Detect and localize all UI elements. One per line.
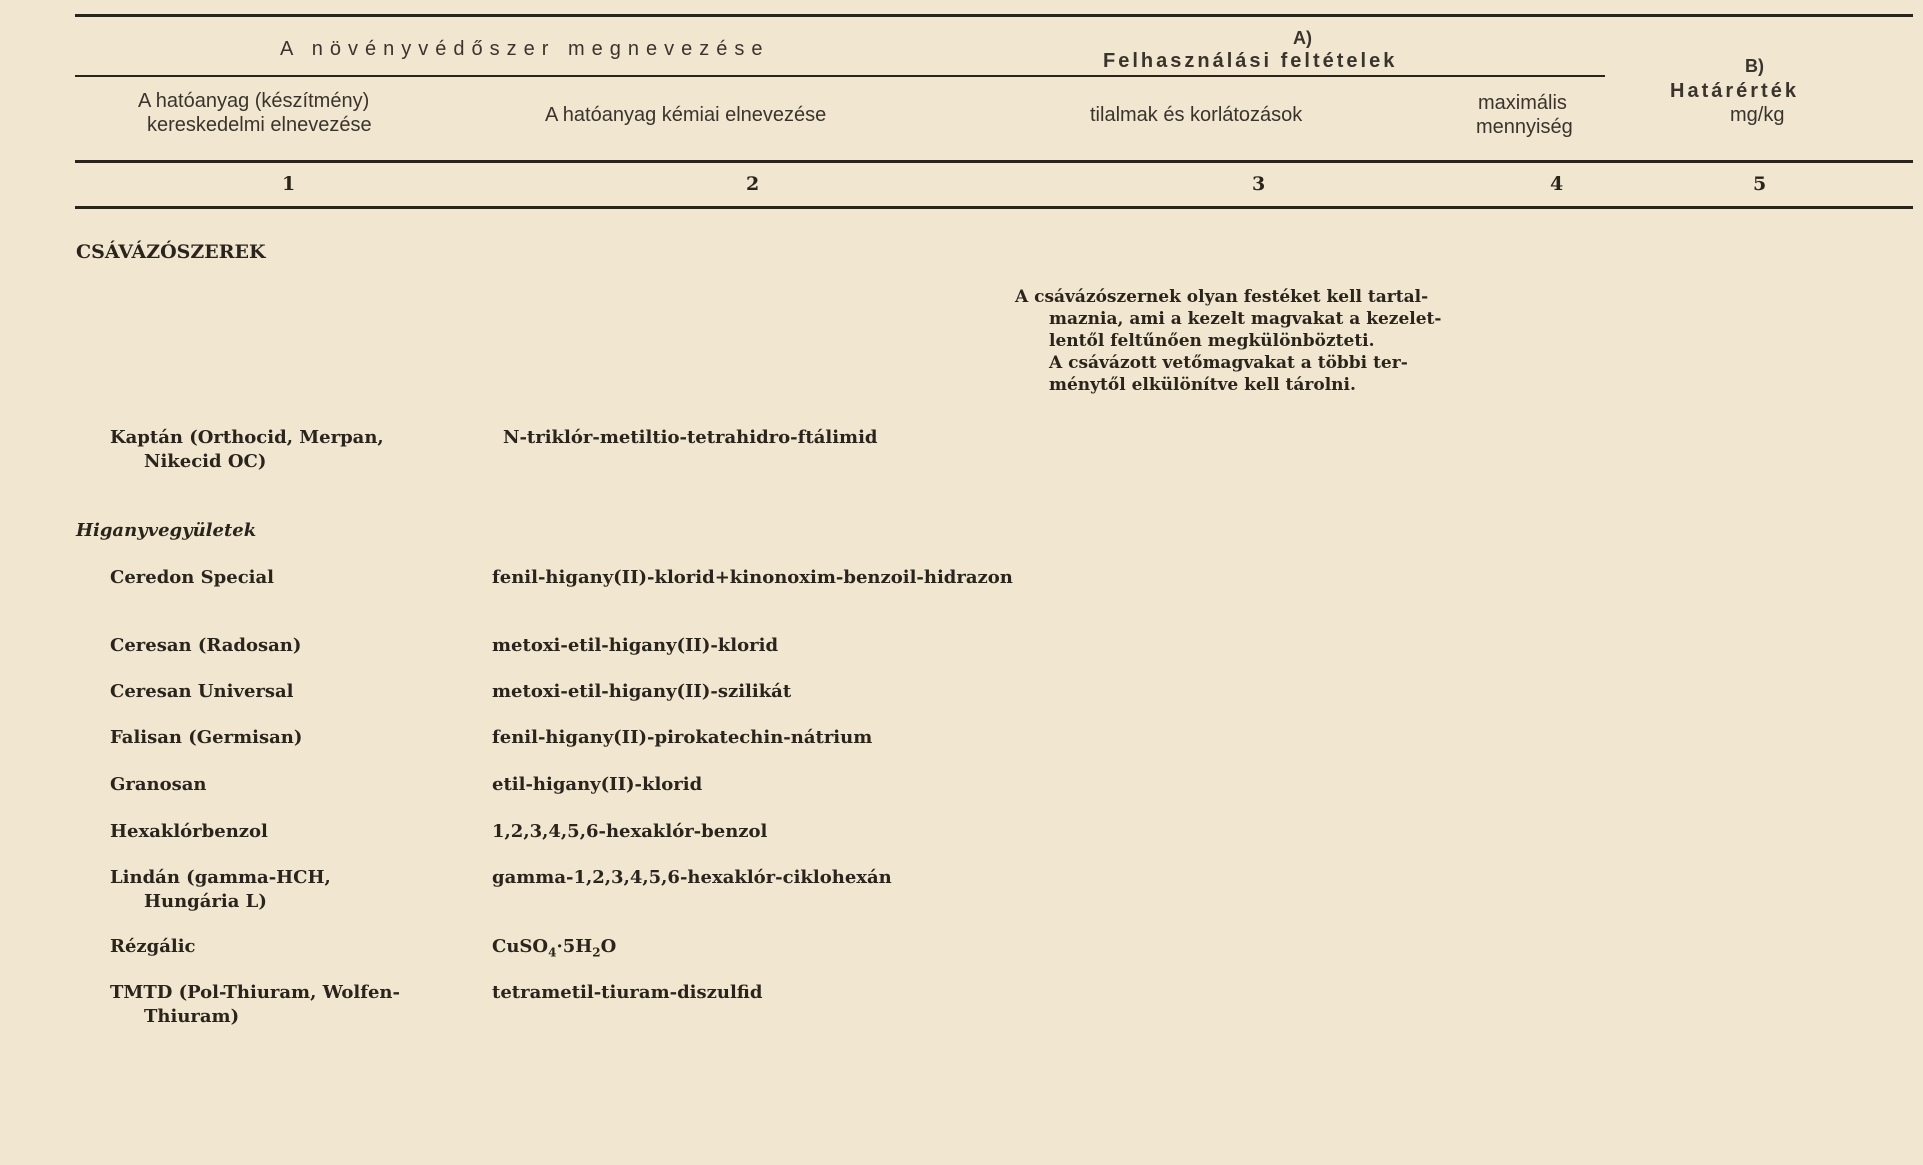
row-chem: metoxi-etil-higany(II)-klorid <box>492 635 779 656</box>
row-chem-formula <box>492 935 616 965</box>
row-name: Lindán (gamma-HCH, Hungária L) <box>110 867 331 912</box>
row-chem: fenil-higany(II)-pirokatechin-nátrium <box>492 727 873 748</box>
row-chem: tetrametil-tiuram-diszulfid <box>492 982 763 1003</box>
note-line-3: lentől feltűnően megkülönbözteti. <box>1049 331 1375 351</box>
col-number-1: 1 <box>282 173 296 195</box>
row-chem: gamma-1,2,3,4,5,6-hexaklór-ciklohexán <box>492 867 892 888</box>
section-title: CSÁVÁZÓSZEREK <box>76 241 266 263</box>
row-name: Ceresan Universal <box>110 681 294 702</box>
b-title: Határérték <box>1670 80 1799 102</box>
subsection-title: Higanyvegyületek <box>76 520 257 541</box>
note-line-5: ménytől elkülönítve kell tárolni. <box>1049 375 1356 395</box>
top-rule <box>75 14 1913 17</box>
formula-part: ·5H <box>556 936 593 957</box>
col-number-3: 3 <box>1252 173 1266 195</box>
formula-part: CuSO <box>492 936 549 957</box>
row-name: TMTD (Pol-Thiuram, Wolfen-Thiuram) <box>110 982 400 1027</box>
note-line-4: A csávázott vetőmagvakat a többi ter- <box>1049 353 1408 373</box>
formula-subscript: 2 <box>592 945 601 960</box>
row-chem: metoxi-etil-higany(II)-szilikát <box>492 681 792 702</box>
numbers-bottom-rule <box>75 206 1913 209</box>
group-rule-left <box>75 75 1605 77</box>
header-bottom-rule <box>75 160 1913 163</box>
note-line-1: A csávázószernek olyan festéket kell tartal- <box>1015 287 1429 307</box>
b-label: B) <box>1745 56 1764 76</box>
row-name: Hexaklórbenzol <box>110 821 268 842</box>
col1-header-line1: A hatóanyag (készítmény) <box>138 90 370 112</box>
col4-header-line2: mennyiség <box>1476 116 1573 138</box>
group-title: A növényvédőszer megnevezése <box>280 38 770 60</box>
row-name: Ceredon Special <box>110 567 274 588</box>
row-name: Falisan (Germisan) <box>110 727 303 748</box>
row-chem: fenil-higany(II)-klorid+kinonoxim-benzoil-hidrazon <box>492 567 1013 588</box>
col-number-4: 4 <box>1550 173 1564 195</box>
row-chem: etil-higany(II)-klorid <box>492 774 703 795</box>
col3-header: tilalmak és korlátozások <box>1090 104 1303 126</box>
col2-header: A hatóanyag kémiai elnevezése <box>545 104 827 126</box>
col1-header-line2: kereskedelmi elnevezése <box>147 114 372 136</box>
col-number-2: 2 <box>746 173 760 195</box>
a-label: A) <box>1293 28 1312 48</box>
note-line-2: maznia, ami a kezelt magvakat a kezelet- <box>1049 309 1442 329</box>
row-chem: 1,2,3,4,5,6-hexaklór-benzol <box>492 821 768 842</box>
row-name: Ceresan (Radosan) <box>110 635 302 656</box>
row-name: Granosan <box>110 774 207 795</box>
b-unit: mg/kg <box>1730 104 1785 126</box>
formula-subscript: 4 <box>548 945 557 960</box>
col4-header-line1: maximális <box>1478 92 1567 114</box>
formula-part: O <box>600 936 617 957</box>
row-kaptan-chem: N-triklór-metiltio-tetrahidro-ftálimid <box>503 427 878 448</box>
section-note <box>1015 286 1495 396</box>
row-kaptan-name: Kaptán (Orthocid, Merpan, Nikecid OC) <box>110 427 384 472</box>
col-number-5: 5 <box>1753 173 1767 195</box>
a-title: Felhasználási feltételek <box>1103 50 1398 72</box>
row-name: Rézgálic <box>110 936 196 957</box>
